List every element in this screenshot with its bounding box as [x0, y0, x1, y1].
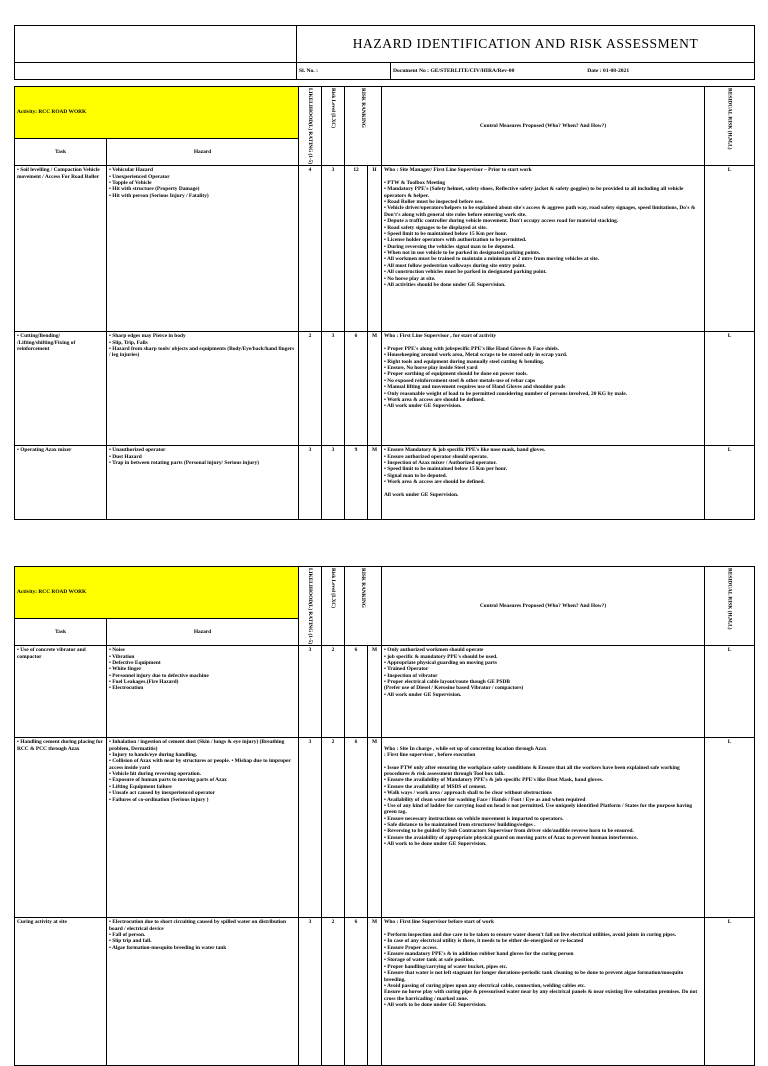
control-measure-line: • Inspection of Azax mixer / Authorized operator.	[384, 459, 497, 466]
risk-level-value: 9	[345, 446, 368, 520]
control-measure-line: • Proper PPE's along with jobspecific PPE's like Hand Gloves & Face shiels.	[384, 345, 559, 352]
task-cell: Curing activity at site	[15, 918, 107, 1066]
col-task: Task	[15, 618, 107, 645]
control-measure-line: • All work to be done under GE Supervision.	[384, 1002, 487, 1008]
control-measure-line: • When not in use vehicle to be parked in designated parking points.	[384, 250, 541, 256]
control-measure-line: Ensure no horse play with curing pipe & pressurised water near by any electrical panels & near existing live substation premises. Do not cross the barricading / marked zone.	[384, 989, 698, 1002]
likelihood-value: 3	[299, 918, 322, 1066]
risk-ranking-value: M	[368, 738, 382, 918]
hazard-item: • Failures of co-ordination (Serious injury )	[109, 797, 296, 803]
control-measure-line: • Work area & access are should be defined.	[384, 479, 485, 485]
risk-ranking-value: M	[368, 646, 382, 738]
control-measure-line: • All work under GE Supervision.	[384, 403, 462, 410]
control-measure-line: (Prefer use of Diesel / Kerosine based Vibrator / compactors)	[384, 685, 524, 692]
control-measure-line: • Speed limit to be maintained below 15 Km per hour.	[384, 466, 508, 473]
likelihood-value: 3	[299, 646, 322, 738]
control-measure-line: • Ensure the availability of MSDS of cement.	[384, 783, 487, 790]
hazard-item: • Unexperienced Operator	[109, 174, 296, 180]
table-row	[15, 332, 755, 446]
section-2-body	[15, 646, 755, 1066]
hazard-list	[109, 333, 296, 359]
col-risk-ranking: RISK RANKING	[345, 567, 382, 646]
control-measure-line: • Issue PTW only after ensuring the workplace safety conditions & Ensure that all the workers have been explained safe working procedures & risk assessment through Tool box talk.	[384, 764, 680, 777]
control-measure-line: • Ensure the avaiability of appropriate physical guard on moving parts of Azax to prevent human interference.	[384, 834, 638, 841]
table-row	[15, 646, 755, 738]
hazard-item: • Noise	[109, 647, 296, 653]
control-measures-cell	[382, 166, 705, 332]
consequence-value: 2	[322, 918, 345, 1066]
table-row	[15, 918, 755, 1066]
hazard-item: • Vehicle hit during reversing operation.	[109, 771, 296, 777]
control-measures-cell	[382, 646, 705, 738]
residual-risk-value: L	[705, 738, 755, 918]
consequence-value: 2	[322, 646, 345, 738]
risk-level-value: 6	[345, 918, 368, 1066]
hazard-item: • Hit with structure (Property Damage)	[109, 186, 296, 192]
col-risk-ranking: RISK RANKING	[345, 87, 382, 166]
hazard-item: • White finger	[109, 666, 296, 672]
col-control-measures: Control Measures Proposed (Who? When? And How?)	[382, 87, 705, 166]
hazard-list	[109, 919, 296, 951]
consequence-value: 3	[322, 166, 345, 332]
hazard-item: • Topple of Vehicle	[109, 180, 296, 186]
task-cell: • Handling cement during placing for RCC & PCC through Azax	[15, 738, 107, 918]
task-cell: • Cutting/Bending/ /Lifting/shifting/Fixing of reinforcement	[15, 332, 107, 446]
control-measure-line: • Inspection of vibrator	[384, 672, 438, 679]
col-likelihood: LIKELIHOOD(L) RATING (1-5)	[299, 567, 322, 646]
sl-no: Sl. No. :	[297, 63, 391, 80]
header-left-blank	[15, 26, 297, 63]
likelihood-value: 3	[299, 446, 322, 520]
control-measure-line: All work under GE Supervision.	[384, 491, 459, 498]
hazard-item: • Hit with person (Serious Injury / Fatality)	[109, 193, 296, 199]
control-measure-line: • Only reasonable weight of load to be permitted considering number of persons involved, 20 KG by male.	[384, 390, 627, 397]
hazard-item: • Slip trip and fall.	[109, 938, 296, 944]
control-measure-line: • Ensure the availability of Mandatory PPE's & job specific PPE's like Dust Mask, hand gloves.	[384, 777, 604, 784]
hazard-list	[109, 167, 296, 199]
control-measure-line: • Ensure, No horse play inside Steel yard	[384, 365, 478, 371]
hazard-cell	[107, 738, 299, 918]
risk-table-2	[14, 566, 754, 1066]
control-measures-cell	[382, 446, 705, 520]
control-measure-line: • Vehicle driver/operators/helpers to be explained about site's access & aggress path way, road safety signages, speed limitations, Do's & Don't's along with general site rules before entering work site.	[384, 205, 696, 218]
control-measure-line: • Proper electrical cable layout/route though GE PSDB	[384, 679, 511, 685]
control-measure-line: • Perform inspection and due care to be taken to ensure water doesn't fall on live electrical utilities, avoid joints in curing pipes.	[384, 931, 677, 938]
hazard-item: • Fuel Leakages.(Fire Hazard)	[109, 679, 296, 685]
risk-ranking-value: M	[368, 332, 382, 446]
control-measure-line: • Ensure Mandatory & job specific PPE's like nose mask, hand gloves.	[384, 447, 546, 454]
control-measure-line: • Road safety signages to be displayed at site.	[384, 224, 487, 231]
hazard-item: • Injury to hands/eye during handling.	[109, 752, 296, 758]
control-measure-line: • Housekeeping around work area, Metal scraps to be stored only in scrap yard.	[384, 352, 568, 359]
table-row	[15, 446, 755, 520]
control-measure-line: Who : First Line Supervisor , for start of activity	[384, 333, 497, 340]
hazard-item: • Unauthorized operator	[109, 447, 296, 453]
control-measure-line: • Reversing to be guided by Sub Contractors Supervisor from driver side/audible reverse horn to be ensured.	[384, 828, 634, 835]
col-hazard: Hazard	[107, 618, 299, 645]
risk-ranking-value: M	[368, 446, 382, 520]
control-measure-line: • Trained Operator	[384, 666, 429, 673]
control-measure-line: • Safe distance to be maintained from structures/ buildings/edges .	[384, 822, 536, 828]
control-measure-line: • Appropriate physical guarding on moving parts	[384, 659, 497, 666]
residual-risk-value: L	[705, 446, 755, 520]
control-measure-line: • Ensure authorized operator should operate.	[384, 453, 488, 460]
hazard-item: • Vehicular Hazard	[109, 167, 296, 173]
hazard-list	[109, 739, 296, 803]
control-measure-line: • Ensure that water is not left stagnant for longer durations-periodic tank cleaning to be done to prevent algae formation/mosquito breeding.	[384, 970, 684, 983]
control-measure-line: • Walk ways / work area / approach shall to be clear without obstructions	[384, 790, 552, 797]
control-measure-line: Who : Site In charge , while set up of concreting location through Azax	[384, 745, 547, 752]
col-likelihood: LIKELIHOOD(L) RATING (1-5)	[299, 87, 322, 166]
control-measure-line: • job specific & mandatory PPE's should be used.	[384, 653, 498, 660]
control-measure-line: • In case of any electrical utility is there, it needs to be either de-energized or re-located	[384, 938, 584, 945]
hazard-item: • Trap in between rotating parts (Personal injury/ Serious injury)	[109, 460, 296, 466]
hazard-item: • Collision of Azax with near by structures or people. • Mishap due to improper access inside yard	[109, 758, 296, 771]
risk-ranking-value: M	[368, 918, 382, 1066]
hazard-item: • Algae formation-mosquito breeding in water tank	[109, 945, 296, 951]
col-residual-risk: RESIDUAL RISK (H,M,L)	[705, 567, 755, 646]
document-date: Date : 01-08-2021	[587, 67, 630, 74]
activity-label: Activity: RCC ROAD WORK	[15, 567, 299, 619]
control-measure-line: • Avoid passing of curing pipes upon any electrical cable, connection, welding cables etc.	[384, 982, 586, 989]
control-measure-line: • All work to be done under GE Supervision.	[384, 841, 487, 848]
risk-level-value: 6	[345, 646, 368, 738]
residual-risk-value: L	[705, 646, 755, 738]
residual-risk-value: L	[705, 918, 755, 1066]
doc-meta	[391, 63, 755, 80]
control-measure-line: • Depute a traffic controller during vehicle movement. Don't occupy access road for material stacking.	[384, 218, 619, 225]
control-measure-line: • License holder operators with authorization to be permitted.	[384, 237, 527, 244]
hazard-item: • Dust Hazard	[109, 454, 296, 460]
control-measure-line: • Storage of water tank at safe position.	[384, 957, 475, 964]
control-measures-cell	[382, 332, 705, 446]
control-measure-line: • All workmen must be trained to maintain a minimum of 2 mtrs from moving vehicles at site.	[384, 256, 600, 263]
hazard-item: • Fall of person.	[109, 932, 296, 938]
page-title: HAZARD IDENTIFICATION AND RISK ASSESSMENT	[297, 26, 755, 63]
control-measure-line: • Speed limit to be maintained below 15 Km per hour.	[384, 230, 508, 237]
control-measure-line: • All activities should be done under GE Supervision.	[384, 281, 506, 288]
hazard-item: • Inhalation / ingestion of cement dust (Skin / lungs & eye injury) (Breathing problem, Dermatitis)	[109, 739, 296, 752]
hazard-item: • Exposure of human parts to moving parts of Azax	[109, 777, 296, 783]
residual-risk-value: L	[705, 332, 755, 446]
control-measure-line: • Availability of clean water for washing Face / Hands / Foot / Eye as and when required	[384, 796, 586, 803]
consequence-value: 3	[322, 446, 345, 520]
likelihood-value: 4	[299, 166, 322, 332]
control-measure-line: • No horse play at site.	[384, 275, 436, 282]
hazard-item: • Vibration	[109, 654, 296, 660]
hazard-item: • Electrocution due to short circuiting caused by spilled water on distribution board / electrical device	[109, 919, 296, 932]
consequence-value: 2	[322, 738, 345, 918]
hazard-list	[109, 647, 296, 692]
control-measure-line: • Manual lifting and movement requires use of Hand Gloves and shoulder pads	[384, 384, 566, 391]
control-measure-line: : First line supervisor , before execution	[384, 751, 476, 758]
control-measure-line: • Proper handling/carrying of water bucket, pipes etc.	[384, 963, 508, 970]
risk-table-1	[14, 86, 754, 520]
col-residual-risk: RESIDUAL RISK (H,M,L)	[705, 87, 755, 166]
hazard-cell	[107, 646, 299, 738]
hazard-item: • Defective Equipment	[109, 660, 296, 666]
control-measure-line: • PTW & Toolbox Meeting	[384, 179, 446, 186]
col-risk-level: Risk Level (LXC)	[322, 567, 345, 646]
risk-level-value: 12	[345, 166, 368, 332]
likelihood-value: 3	[299, 738, 322, 918]
control-measure-line: Who : Site Manager/ First Line Supervisor – Prior to start work	[384, 167, 532, 174]
control-measure-line: • Proper earthing of equipment should be done on power tools.	[384, 371, 528, 378]
header-meta-blank	[15, 63, 297, 80]
hazard-item: • Hazard from sharp tools/ objects and equipments (Body/Eye/back/hand fingers / leg injuries)	[109, 346, 296, 359]
hazard-item: • Unsafe act caused by inexperienced operator	[109, 790, 296, 796]
table-row	[15, 738, 755, 918]
control-measures-cell	[382, 918, 705, 1066]
section-1-body	[15, 166, 755, 520]
col-control-measures: Control Measures Proposed (Who? When? And How?)	[382, 567, 705, 646]
control-measure-line: • Ensure Proper access.	[384, 944, 438, 951]
hazard-item: • Personnel injury due to defective machine	[109, 673, 296, 679]
control-measure-line: • All must follow pedestrian walkways during site entry point.	[384, 262, 526, 269]
activity-label: Activity: RCC ROAD WORK	[15, 87, 299, 139]
control-measure-line: • Road Roller must be inspected before use.	[384, 199, 484, 205]
control-measure-line: • During reversing the vehicles signal man to be deputed.	[384, 243, 515, 250]
risk-level-value: 6	[345, 738, 368, 918]
control-measure-line: • No exposed reinforcement steel & other metals-use of rebar caps	[384, 377, 536, 384]
control-measure-line: • Use of any kind of ladder for carrying load on head is not permitted. Use uniquely identified Platform / States for the purpose having green tag.	[384, 802, 693, 816]
hazard-cell	[107, 166, 299, 332]
risk-level-value: 6	[345, 332, 368, 446]
document-header	[14, 25, 754, 80]
control-measure-line: Who : First line Supervisor before start of work	[384, 919, 495, 926]
control-measure-line: • Ensure mandatory PPE's & in addition rubber hand gloves for the curing person	[384, 951, 574, 957]
hazard-item: • Slip, Trip, Falls	[109, 340, 296, 346]
hazard-list	[109, 447, 296, 466]
task-cell: • Use of concrete vibrator and compactor	[15, 646, 107, 738]
control-measure-line: • Only authorized workmen should operate	[384, 647, 484, 654]
hazard-cell	[107, 332, 299, 446]
hazard-item: • Electrocution	[109, 685, 296, 691]
hazard-cell	[107, 918, 299, 1066]
risk-ranking-value: H	[368, 166, 382, 332]
residual-risk-value: L	[705, 166, 755, 332]
hazard-cell	[107, 446, 299, 520]
control-measure-line: • All work under GE Supervision.	[384, 691, 462, 698]
control-measure-line: • All construction vehicles must be parked in designated parking point.	[384, 269, 547, 276]
col-risk-level: Risk Level (LXC)	[322, 87, 345, 166]
control-measure-line: • Mandatory PPE's (Safety helmet, safety shoes, Reflective safety jacket & safety goggles) to be provided to all including all vehicle operators & helper.	[384, 186, 684, 199]
col-hazard: Hazard	[107, 138, 299, 165]
consequence-value: 3	[322, 332, 345, 446]
task-cell: • Soil levelling / Compaction Vehicle movement / Access For Road Roller	[15, 166, 107, 332]
control-measure-line: • Right tools and equipment during manually steel cutting & bending.	[384, 358, 545, 365]
control-measure-line: • Signal man to be deputed.	[384, 472, 448, 479]
control-measure-line: • Work area & access are should be defined.	[384, 396, 485, 403]
document-number: Document No : GE/STERLITE/CIV/HIRA/Rev-00	[393, 67, 515, 74]
table-row	[15, 166, 755, 332]
control-measure-line: • Ensure necessary instructions on vehicle movement is imparted to operators.	[384, 815, 564, 822]
task-cell: • Operating Azax mixer	[15, 446, 107, 520]
hazard-item: • Sharp edges may Pierce in body	[109, 333, 296, 339]
hazard-item: • Lifting Equipment failure	[109, 784, 296, 790]
col-task: Task	[15, 138, 107, 165]
likelihood-value: 2	[299, 332, 322, 446]
control-measures-cell	[382, 738, 705, 918]
